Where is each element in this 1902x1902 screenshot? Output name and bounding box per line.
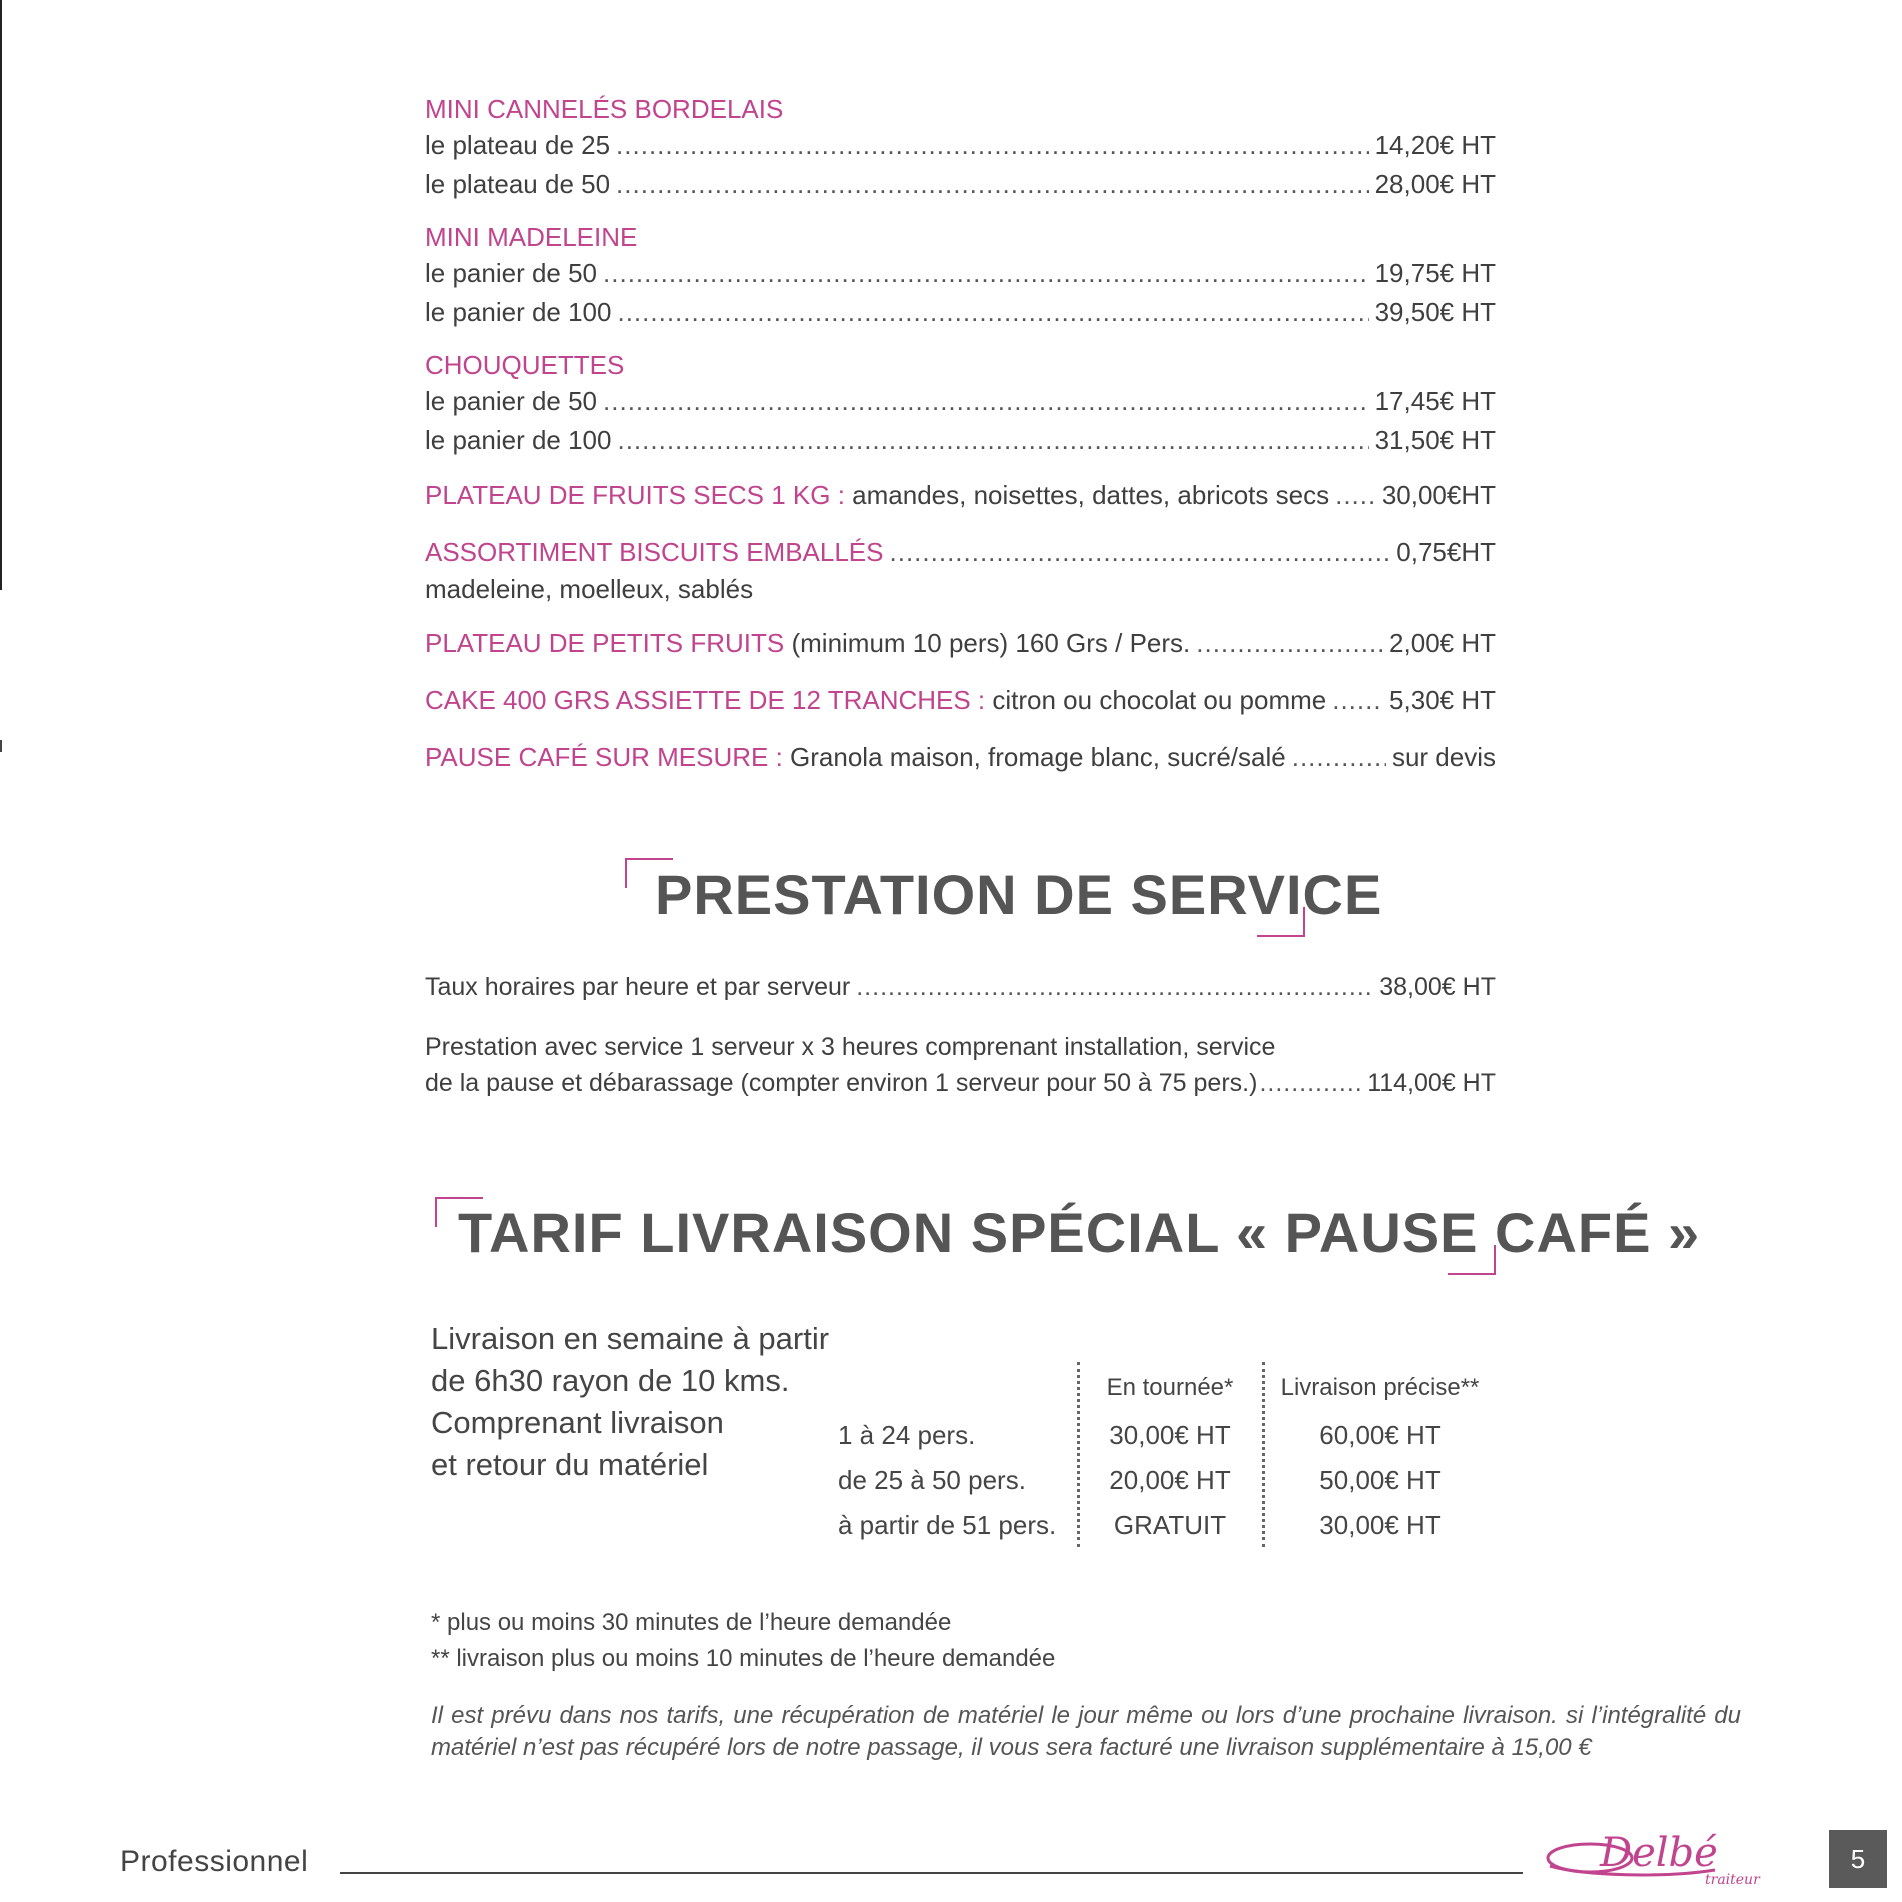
menu-item-price: 28,00€ HT xyxy=(1374,169,1496,199)
precise-price: 30,00€ HT xyxy=(1319,1510,1441,1540)
menu-item xyxy=(425,382,1496,421)
logo-subtext: traiteur xyxy=(1705,1872,1760,1888)
dot-leader xyxy=(616,165,1369,204)
menu-line-sub: madeleine, moelleux, sablés xyxy=(425,574,754,604)
menu-item-label: le panier de 50 xyxy=(425,386,598,416)
menu-line-title: CAKE 400 GRS ASSIETTE DE 12 TRANCHES : xyxy=(425,685,986,715)
menu-group xyxy=(425,348,1496,460)
service-package xyxy=(425,1029,1496,1101)
menu-line-desc: citron ou chocolat ou pomme xyxy=(985,685,1327,715)
dot-leader xyxy=(890,533,1391,572)
delivery-range-column xyxy=(838,1413,1078,1548)
heading-corner-bottom-right xyxy=(1448,1245,1496,1275)
menu-item-price: 39,50€ HT xyxy=(1374,297,1496,327)
logo-text: Delbé xyxy=(1600,1830,1718,1876)
page-edge-tick xyxy=(0,740,2,752)
heading-corner-bottom-right xyxy=(1257,907,1305,937)
footnote-1: * plus ou moins 30 minutes de l’heure demandée xyxy=(431,1609,952,1636)
menu-item-label: le panier de 50 xyxy=(425,258,598,288)
service-rate-row xyxy=(425,968,1496,1007)
disclaimer: Il est prévu dans nos tarifs, une récupération de matériel le jour même ou lors d’une prochaine livraison. si l’intégralité du matériel n’est pas récupéré lors de notre passage, il vous sera facturé une livraison supplémentaire à 15,00 € xyxy=(431,1702,1741,1761)
dot-leader xyxy=(617,421,1368,460)
delivery-lead-line: de 6h30 rayon de 10 kms. xyxy=(431,1363,790,1398)
menu-item xyxy=(425,421,1496,460)
menu-line-price: 5,30€ HT xyxy=(1389,685,1496,715)
menu-line-desc: (minimum 10 pers) 160 Grs / Pers. xyxy=(784,628,1191,658)
menu-item-price: 17,45€ HT xyxy=(1374,386,1496,416)
delbe-logo-icon xyxy=(1545,1828,1795,1888)
menu-line xyxy=(425,681,1496,720)
dot-leader xyxy=(1259,1065,1365,1101)
column-divider xyxy=(1262,1362,1265,1547)
menu-line-title: PAUSE CAFÉ SUR MESURE : xyxy=(425,742,783,772)
col-tournee-header: En tournée* xyxy=(1106,1374,1234,1401)
dot-leader xyxy=(617,293,1368,332)
tournee-price: 30,00€ HT xyxy=(1109,1420,1231,1450)
column-divider xyxy=(1077,1362,1080,1547)
service-heading: PRESTATION DE SERVICE xyxy=(655,863,1383,926)
menu-line xyxy=(425,624,1496,663)
dot-leader xyxy=(603,254,1369,293)
menu-group-title: MINI MADELEINE xyxy=(425,222,638,252)
footer-rule xyxy=(340,1872,1523,1874)
service-package-price: 114,00€ HT xyxy=(1367,1069,1496,1097)
menu-item xyxy=(425,254,1496,293)
menu-line xyxy=(425,738,1496,777)
menu-line-price: 2,00€ HT xyxy=(1389,628,1496,658)
service-rate-label: Taux horaires par heure et par serveur xyxy=(425,973,851,1001)
page-edge-line xyxy=(0,0,2,590)
dot-leader xyxy=(616,126,1369,165)
dot-leader xyxy=(1292,738,1386,777)
delivery-range: de 25 à 50 pers. xyxy=(838,1465,1026,1495)
delivery-range: à partir de 51 pers. xyxy=(838,1510,1057,1540)
menu-item-label: le plateau de 50 xyxy=(425,169,611,199)
tournee-column xyxy=(1085,1413,1255,1548)
precise-price: 50,00€ HT xyxy=(1319,1465,1441,1495)
precise-column xyxy=(1275,1413,1485,1548)
menu-line-title: PLATEAU DE FRUITS SECS 1 KG : xyxy=(425,480,845,510)
delivery-lead-line: Livraison en semaine à partir xyxy=(431,1321,830,1356)
precise-price: 60,00€ HT xyxy=(1319,1420,1441,1450)
dot-leader xyxy=(1332,681,1383,720)
menu-line-title: PLATEAU DE PETITS FRUITS xyxy=(425,628,785,658)
tournee-price: 20,00€ HT xyxy=(1109,1465,1231,1495)
menu-item-price: 19,75€ HT xyxy=(1374,258,1496,288)
menu-item-label: le plateau de 25 xyxy=(425,130,611,160)
dot-leader xyxy=(1196,624,1383,663)
menu-group-title: CHOUQUETTES xyxy=(425,350,625,380)
menu-section xyxy=(425,92,1496,777)
menu-group xyxy=(425,92,1496,204)
dot-leader xyxy=(856,968,1373,1007)
service-section xyxy=(425,968,1496,1101)
delivery-lead-line: Comprenant livraison xyxy=(431,1405,724,1440)
menu-group-title: MINI CANNELÉS BORDELAIS xyxy=(425,94,784,124)
service-package-line: de la pause et débarassage (compter environ 1 serveur pour 50 à 75 pers.) xyxy=(425,1069,1258,1097)
delivery-lead xyxy=(431,1318,861,1486)
menu-line-title: ASSORTIMENT BISCUITS EMBALLÉS xyxy=(425,537,884,567)
menu-line-price: 0,75€HT xyxy=(1396,537,1496,567)
delivery-range: 1 à 24 pers. xyxy=(838,1420,976,1450)
col-precise-header: Livraison précise** xyxy=(1280,1374,1480,1401)
footnote-2: ** livraison plus ou moins 10 minutes de l’heure demandée xyxy=(431,1645,1056,1672)
page-number: 5 xyxy=(1829,1830,1887,1888)
service-rate-price: 38,00€ HT xyxy=(1379,973,1496,1001)
menu-line-price: sur devis xyxy=(1391,742,1496,772)
delivery-heading: TARIF LIVRAISON SPÉCIAL « PAUSE CAFÉ » xyxy=(458,1201,1701,1264)
menu-line-desc: amandes, noisettes, dattes, abricots secs xyxy=(844,480,1330,510)
menu-item-label: le panier de 100 xyxy=(425,425,612,455)
dot-leader xyxy=(603,382,1369,421)
menu-line xyxy=(425,476,1496,515)
menu-item-price: 31,50€ HT xyxy=(1374,425,1496,455)
menu-item-price: 14,20€ HT xyxy=(1374,130,1496,160)
dot-leader xyxy=(1335,476,1376,515)
delivery-lead-line: et retour du matériel xyxy=(431,1447,709,1482)
menu-line-desc: Granola maison, fromage blanc, sucré/salé xyxy=(782,742,1286,772)
menu-item xyxy=(425,165,1496,204)
service-package-line: Prestation avec service 1 serveur x 3 heures comprenant installation, service xyxy=(425,1033,1276,1061)
menu-item-label: le panier de 100 xyxy=(425,297,612,327)
menu-item xyxy=(425,293,1496,332)
tournee-price: GRATUIT xyxy=(1113,1510,1227,1540)
menu-line-price: 30,00€HT xyxy=(1381,480,1496,510)
menu-group xyxy=(425,220,1496,332)
footer-label: Professionnel xyxy=(120,1845,309,1878)
delbe-logo xyxy=(1545,1828,1795,1893)
menu-line xyxy=(425,533,1496,606)
menu-item xyxy=(425,126,1496,165)
